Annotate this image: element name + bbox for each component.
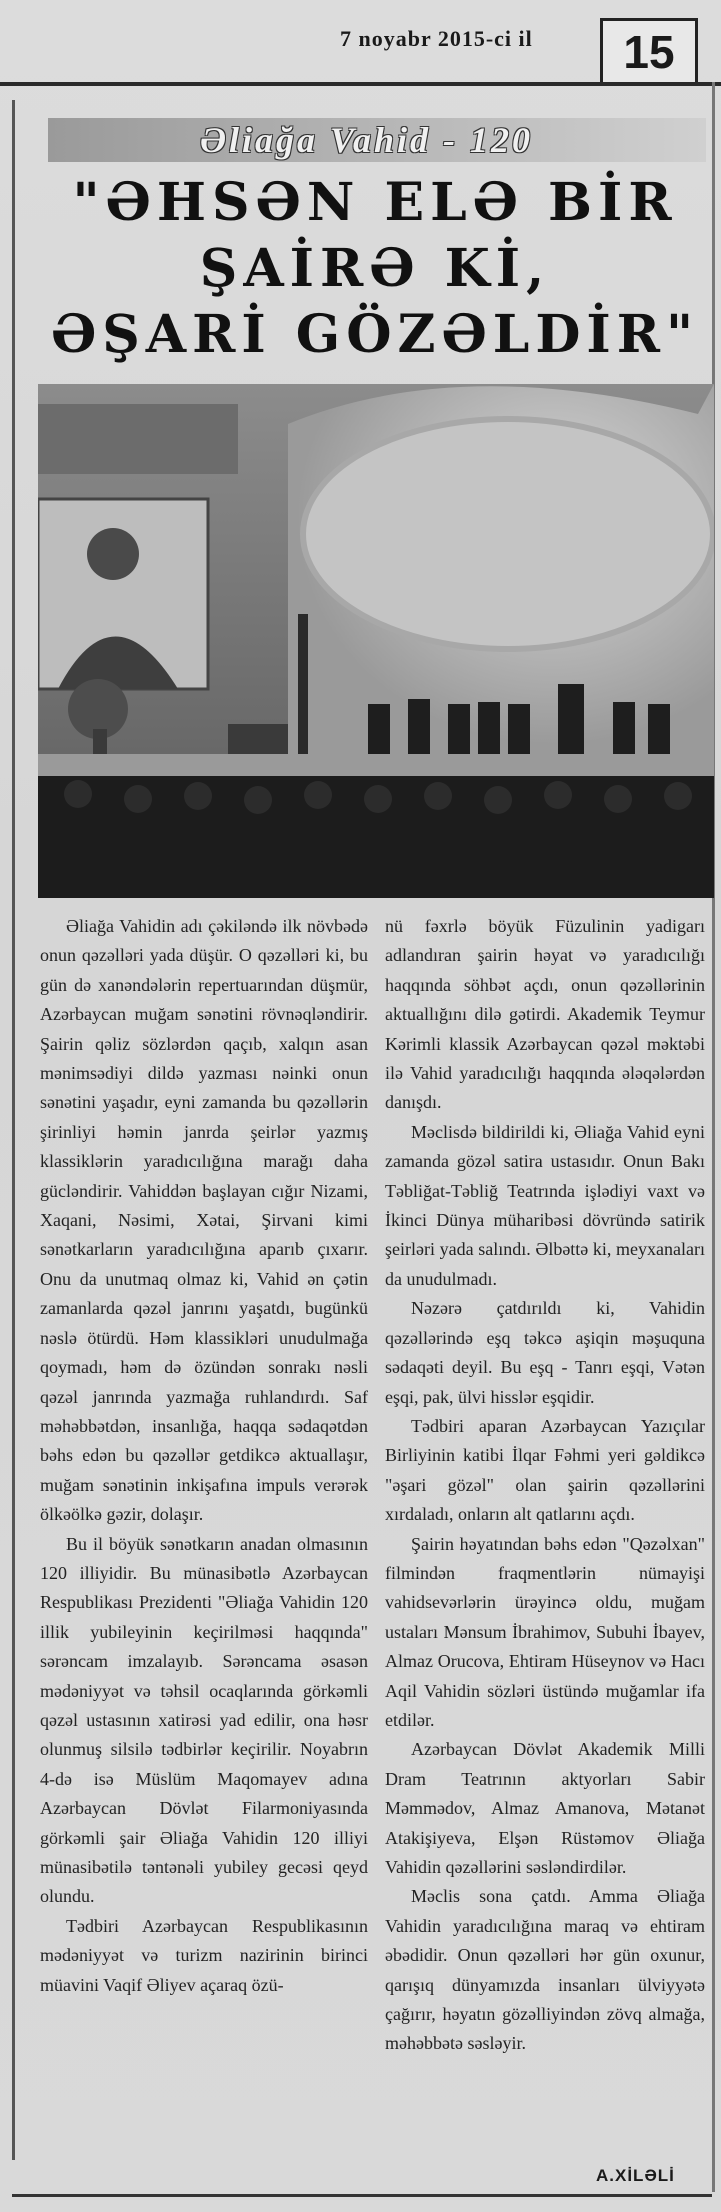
article-paragraph: Tədbiri aparan Azərbaycan Yazıçılar Birliyinin katibi İlqar Fəhmi yeri gəldikcə "əşari gözəl" olan şairin qəzəllərini xırdaladı, onların alt qatlarını açdı. <box>385 1415 705 1525</box>
article-column-right <box>385 912 705 2059</box>
top-rule <box>0 82 721 86</box>
issue-date: 7 noyabr 2015-ci il <box>340 26 533 51</box>
musician <box>558 684 584 759</box>
portrait-head <box>87 528 139 580</box>
article-paragraph: nü fəxrlə böyük Füzulinin yadigarı adlandıran şairin həyat və yaradıcılığı haqqında söhbət açdı, onun qəzəllərinin aktuallığını dilə gətirdi. Akademik Teymur Kərimli klassik Azərbaycan qəzəl məktəbi ilə Vahid yaradıcılığı haqqında ələqələrdən danışdı. <box>385 916 705 1113</box>
stage-flowers <box>38 754 714 776</box>
headline-line: "ƏHSƏN ELƏ BİR <box>72 172 678 233</box>
article-paragraph: Şairin həyatından bəhs edən "Qəzəlxan" filmindən fraqmentlərin nümayişi vahidsevərlərin ürəyincə oldu, muğam ustaları Mənsum İbrahimov, Subuhi İbayev, Almaz Orucova, Ehtiram Hüseynov və Hacı Aqil Vahidin sözləri üstündə muğamlar ifa etdilər. <box>385 1533 705 1730</box>
musician <box>478 702 500 760</box>
article-paragraph: Azərbaycan Dövlət Akademik Milli Dram Teatrının aktyorları Sabir Məmmədov, Almaz Amanova, Mətanət Atakişiyeva, Elşən Rüstəmov Əliağa Vahidin qəzəllərini səsləndirdilər. <box>385 1739 705 1877</box>
musician <box>648 704 670 759</box>
headline-line: ŞAİRƏ Kİ, <box>199 238 551 299</box>
headline-line: ƏŞARİ GÖZƏLDİR" <box>50 304 700 365</box>
headline <box>40 170 710 368</box>
musician <box>448 704 470 759</box>
author-signature: A.XİLƏLİ <box>596 2166 675 2185</box>
bottom-rule <box>12 2194 712 2197</box>
arch-panel <box>303 419 713 649</box>
balcony <box>38 404 238 474</box>
article-paragraph: Məclisdə bildirildi ki, Əliağa Vahid eyni zamanda gözəl satira ustasıdır. Onun Bakı Təbliğat-Təbliğ Teatrında işlədiyi vaxt və İkinci Dünya müharibəsi dövründə satirik şeirləri yada salındı. Əlbəttə ki, meyxanaları da unudulmadı. <box>385 1121 705 1289</box>
concert-hall-photo <box>38 384 714 898</box>
musician <box>613 702 635 760</box>
stage-table <box>228 724 288 759</box>
left-rule <box>12 100 15 2160</box>
stage-pillar <box>298 614 308 764</box>
rubric-title: Əliağa Vahid - 120 <box>200 120 534 160</box>
article-paragraph: Nəzərə çatdırıldı ki, Vahidin qəzəllərində eşq təkcə aşiqin məşuquna sədaqəti deyil. Bu eşq - Tanrı eşqi, Vətən eşqi, pak, ülvi hisslər eşqidir. <box>385 1298 705 1407</box>
article-column-left <box>40 912 368 2000</box>
article-paragraph: Tədbiri Azərbaycan Respublikasının mədəniyyət və turizm nazirinin birinci müavini Vaqif Əliyev açaraq özü- <box>40 1915 368 1995</box>
article-paragraph: Əliağa Vahidin adı çəkiləndə ilk növbədə onun qəzəlləri yada düşür. O qəzəlləri ki, bu gün də xanəndələrin repertuarından düşmür, Azərbaycan muğam sənətini rövnəqləndirir. Şairin qəliz sözlərdən qaçıb, xalqın asan mənimsədiyi dildə yazması nəinki onun sənətini yaşadır, eyni zamanda bu qəzəllərin şirinliyi həmin janrda şeirlər yazmış klassiklərin yaradıcılığına marağı daha gücləndirir. Vahiddən başlayan cığır Nizami, Xaqani, Nəsimi, Xətai, Şirvani kimi sənətkarların yaradıcılığına aparıb çıxarır. Onu da unutmaq olmaz ki, Vahid ən çətin zamanlarda qəzəl janrını yaşatdı, bugünkü nəslə ötürdü. Həm klassikləri unudulmağa qoymadı, həm də özündən sonrakı nəsli qəzəl janrında yazmağa ruhlandırdı. Saf məhəbbətdən, insanlığa, haqqa sədaqətdən bəhs edən bu qəzəllər getdikcə aktuallaşır, muğam sənətinin inkişafına impuls verərək ölkəölkə gəzir, dolaşır. <box>40 916 368 1525</box>
concert-hall-illustration <box>38 384 714 898</box>
musician <box>408 699 430 759</box>
article-paragraph: Bu il böyük sənətkarın anadan olmasının 120 illiyidir. Bu münasibətlə Azərbaycan Respublikası Prezidenti "Əliağa Vahidin 120 illik yubileyinin keçirilməsi haqqında" sərəncam imzalayıb. Sərəncama əsasən mədəniyyət və təhsil ocaqlarında görkəmli qəzəl ustasının xatirəsi yad edilir, ona həsr olunmuş silsilə tədbirlər keçirilir. Noyabrın 4-də isə Müslüm Maqomayev adına Azərbaycan Dövlət Filarmoniyasında görkəmli şair Əliağa Vahidin 120 illiyi münasibətilə təntənəli yubiley gecəsi qeyd olundu. <box>40 1533 368 1907</box>
page-number: 15 <box>600 18 698 86</box>
article-paragraph: Məclis sona çatdı. Amma Əliağa Vahidin yaradıcılığına maraq və ehtiram əbədidir. Onun qəzəlləri hər gün oxunur, qarışıq dünyamızda insanları ülviyyətə çağırır, həyatın gözəlliyindən zövq almağa, məhəbbətə səsləyir. <box>385 1886 705 2054</box>
musician <box>508 704 530 759</box>
musician <box>368 704 390 759</box>
